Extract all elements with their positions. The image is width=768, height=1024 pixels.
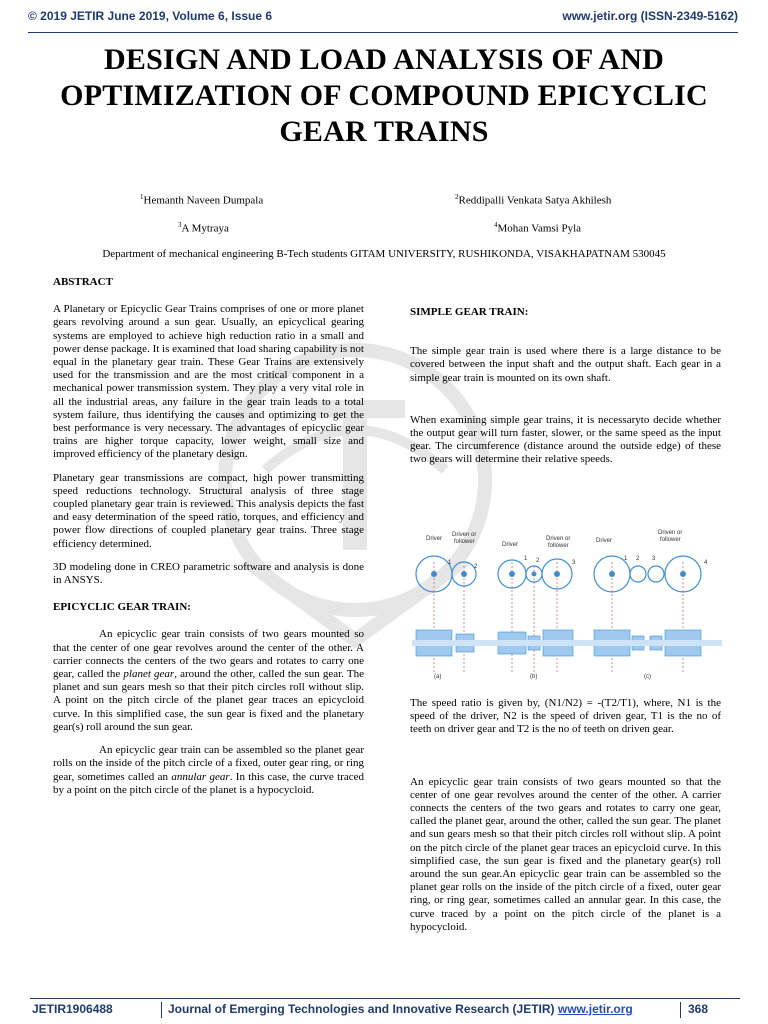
author-4: $^4$Mohan Vamsi Pyla bbox=[494, 221, 582, 235]
label-driver-c: Driver bbox=[596, 538, 612, 544]
header-citation: © 2019 JETIR June 2019, Volume 6, Issue 6 bbox=[28, 9, 273, 23]
gear-side-views bbox=[412, 630, 722, 656]
header-rule bbox=[28, 32, 738, 33]
left-column bbox=[53, 276, 364, 807]
journal-link[interactable]: www.jetir.org bbox=[557, 1002, 633, 1016]
subfigure-b-label: (b) bbox=[530, 674, 538, 680]
label-follower-b: follower bbox=[548, 543, 569, 549]
subfigure-c-label: (c) bbox=[644, 674, 651, 680]
simple-gear-train-figure bbox=[412, 522, 722, 682]
right-column-lower bbox=[410, 697, 721, 944]
author-1: $^1$Hemanth Naveen Dumpala bbox=[140, 193, 264, 207]
label-follower-c: follower bbox=[660, 537, 681, 543]
simple-paragraph-1: The simple gear train is used where there is a large distance to be covered between the input shaft and the output shaft. Each gear in a simple gear train is mounted on its own shaft. bbox=[410, 345, 721, 384]
epicyclic-summary-paragraph: An epicyclic gear train consists of two gears mounted so that the center of one gear revolves around the center of the other. A carrier connects the centers of the two gears and rotates to carry one gear, called the planet gear, around the other, called the sun gear. The planet and sun gears mesh so that their pitch circles roll without slip. A point on the pitch circle of the planet gear traces an epicycloid curve. In this simplified case, the sun gear is fixed and the planetary gear(s) roll around the sun gear.An epicyclic gear train can be assembled so the planet gear rolls on the inside of the pitch circle of a fixed, outer gear ring, or ring gear, sometimes called an annular gear. In this case, the curve traced by a point on the pitch circle of the planet is a hypocycloid. bbox=[410, 775, 721, 933]
label-driver-a: Driver bbox=[426, 536, 442, 542]
title-line: DESIGN AND LOAD ANALYSIS OF AND bbox=[104, 43, 664, 76]
epicyclic-heading: EPICYCLIC GEAR TRAIN: bbox=[53, 601, 191, 614]
epicyclic-paragraph-1: An epicyclic gear train consists of two gears mounted so that the center of one gear revolves around the center of the other. A carrier connects the centers of the two gears and rotates to carry one gear, called the planet gear, around the other, called the sun gear. The planet and sun gears mesh so that their pitch circles roll without slip. A point on the pitch circle of the planet gear traces an epicycloid curve. In this simplified case, the sun gear is fixed and the planetary gear(s) roll around the sun gear. bbox=[53, 628, 364, 733]
footer-separator bbox=[680, 1002, 681, 1018]
label-follower-a: follower bbox=[454, 539, 475, 545]
title-line: OPTIMIZATION OF COMPOUND EPICYCLIC bbox=[60, 79, 708, 112]
speed-ratio-paragraph: The speed ratio is given by, (N1/N2) = -(T2/T1), where, N1 is the speed of the driver, N2 is the speed of driven gear, T1 is the no of teeth on driver gear and T2 is the no of teeth on driven gear. bbox=[410, 697, 721, 736]
footer-separator bbox=[161, 1002, 162, 1018]
svg-text:3: 3 bbox=[572, 560, 576, 566]
running-header bbox=[0, 6, 768, 28]
page-footer bbox=[30, 998, 740, 1022]
right-column bbox=[410, 306, 721, 477]
svg-text:1: 1 bbox=[624, 556, 628, 562]
journal-name: Journal of Emerging Technologies and Innovative Research (JETIR) www.jetir.org bbox=[168, 1002, 633, 1016]
svg-text:2: 2 bbox=[474, 564, 478, 570]
abstract-paragraph-2: Planetary gear transmissions are compact, high power transmitting speed reductions technology. Structural analysis of three stage coupled planetary gear train is reviewed. This analysis depicts the fast and easy determination of the speed ratio, torques, and efficiency and power flow directions of coupled planetary gear trains. Three stage efficiency determined. bbox=[53, 471, 364, 550]
label-driven-c: Driven or bbox=[658, 530, 683, 536]
label-driven-a: Driven or bbox=[452, 532, 477, 538]
paper-id: JETIR1906488 bbox=[32, 1002, 113, 1016]
label-driver-b: Driver bbox=[502, 542, 518, 548]
author-2: $^2$Reddipalli Venkata Satya Akhilesh bbox=[455, 193, 612, 207]
affiliation: Department of mechanical engineering B-Tech students GITAM UNIVERSITY, RUSHIKONDA, VISAKHAPATNAM 530045 bbox=[102, 248, 666, 260]
abstract-paragraph-1: A Planetary or Epicyclic Gear Trains comprises of one or more planet gears revolving around a sun gear. Usually, an epicyclical gearing systems are employed to achieve high reduction ratio in a small and power dense package. It is examined that load sharing capability is not equal in the planetary gear train. These Gear Trains are extensively used for the transmission and are the most critical component in a mechanical power transmission system. They play a very vital role in all the industrial areas, any failure in the gear train leads to a total system failure, thus identifying the causes and optimizing to get the best performance is very necessary. The advantages of epicyclic gear trains are higher torque capacity, lower weight, small size and improved efficiency of the planetary design. bbox=[53, 303, 364, 461]
simple-gear-heading: SIMPLE GEAR TRAIN: bbox=[410, 306, 529, 318]
svg-text:3: 3 bbox=[652, 556, 656, 562]
title-line: GEAR TRAINS bbox=[279, 115, 489, 148]
svg-text:2: 2 bbox=[536, 558, 540, 564]
header-website: www.jetir.org (ISSN-2349-5162) bbox=[562, 9, 738, 23]
author-3: $^3$A Mytraya bbox=[178, 221, 229, 235]
paper-title bbox=[40, 42, 728, 150]
abstract-heading: ABSTRACT bbox=[53, 276, 113, 288]
footer-rule bbox=[30, 998, 740, 999]
svg-text:1: 1 bbox=[448, 560, 452, 566]
label-driven-b: Driven or bbox=[546, 536, 571, 542]
page-number: 368 bbox=[688, 1002, 709, 1016]
abstract-paragraph-3: 3D modeling done in CREO parametric software and analysis is done in ANSYS. bbox=[53, 560, 364, 587]
simple-paragraph-2: When examining simple gear trains, it is necessaryto decide whether the output gear will turn faster, slower, or the same speed as the input gear. The circumference (distance around the outside edge) of these two gears will determine their relative speeds. bbox=[410, 413, 721, 466]
subfigure-a-label: (a) bbox=[434, 674, 442, 680]
epicyclic-paragraph-2: An epicyclic gear train can be assembled so the planet gear rolls on the inside of the pitch circle of a fixed, outer gear ring, or ring gear, sometimes called an annular gear. In this case, the curve traced by a point on the pitch circle of the planet is a hypocycloid. bbox=[53, 744, 365, 796]
svg-text:4: 4 bbox=[704, 560, 708, 566]
svg-text:1: 1 bbox=[524, 556, 528, 562]
svg-text:2: 2 bbox=[636, 556, 640, 562]
